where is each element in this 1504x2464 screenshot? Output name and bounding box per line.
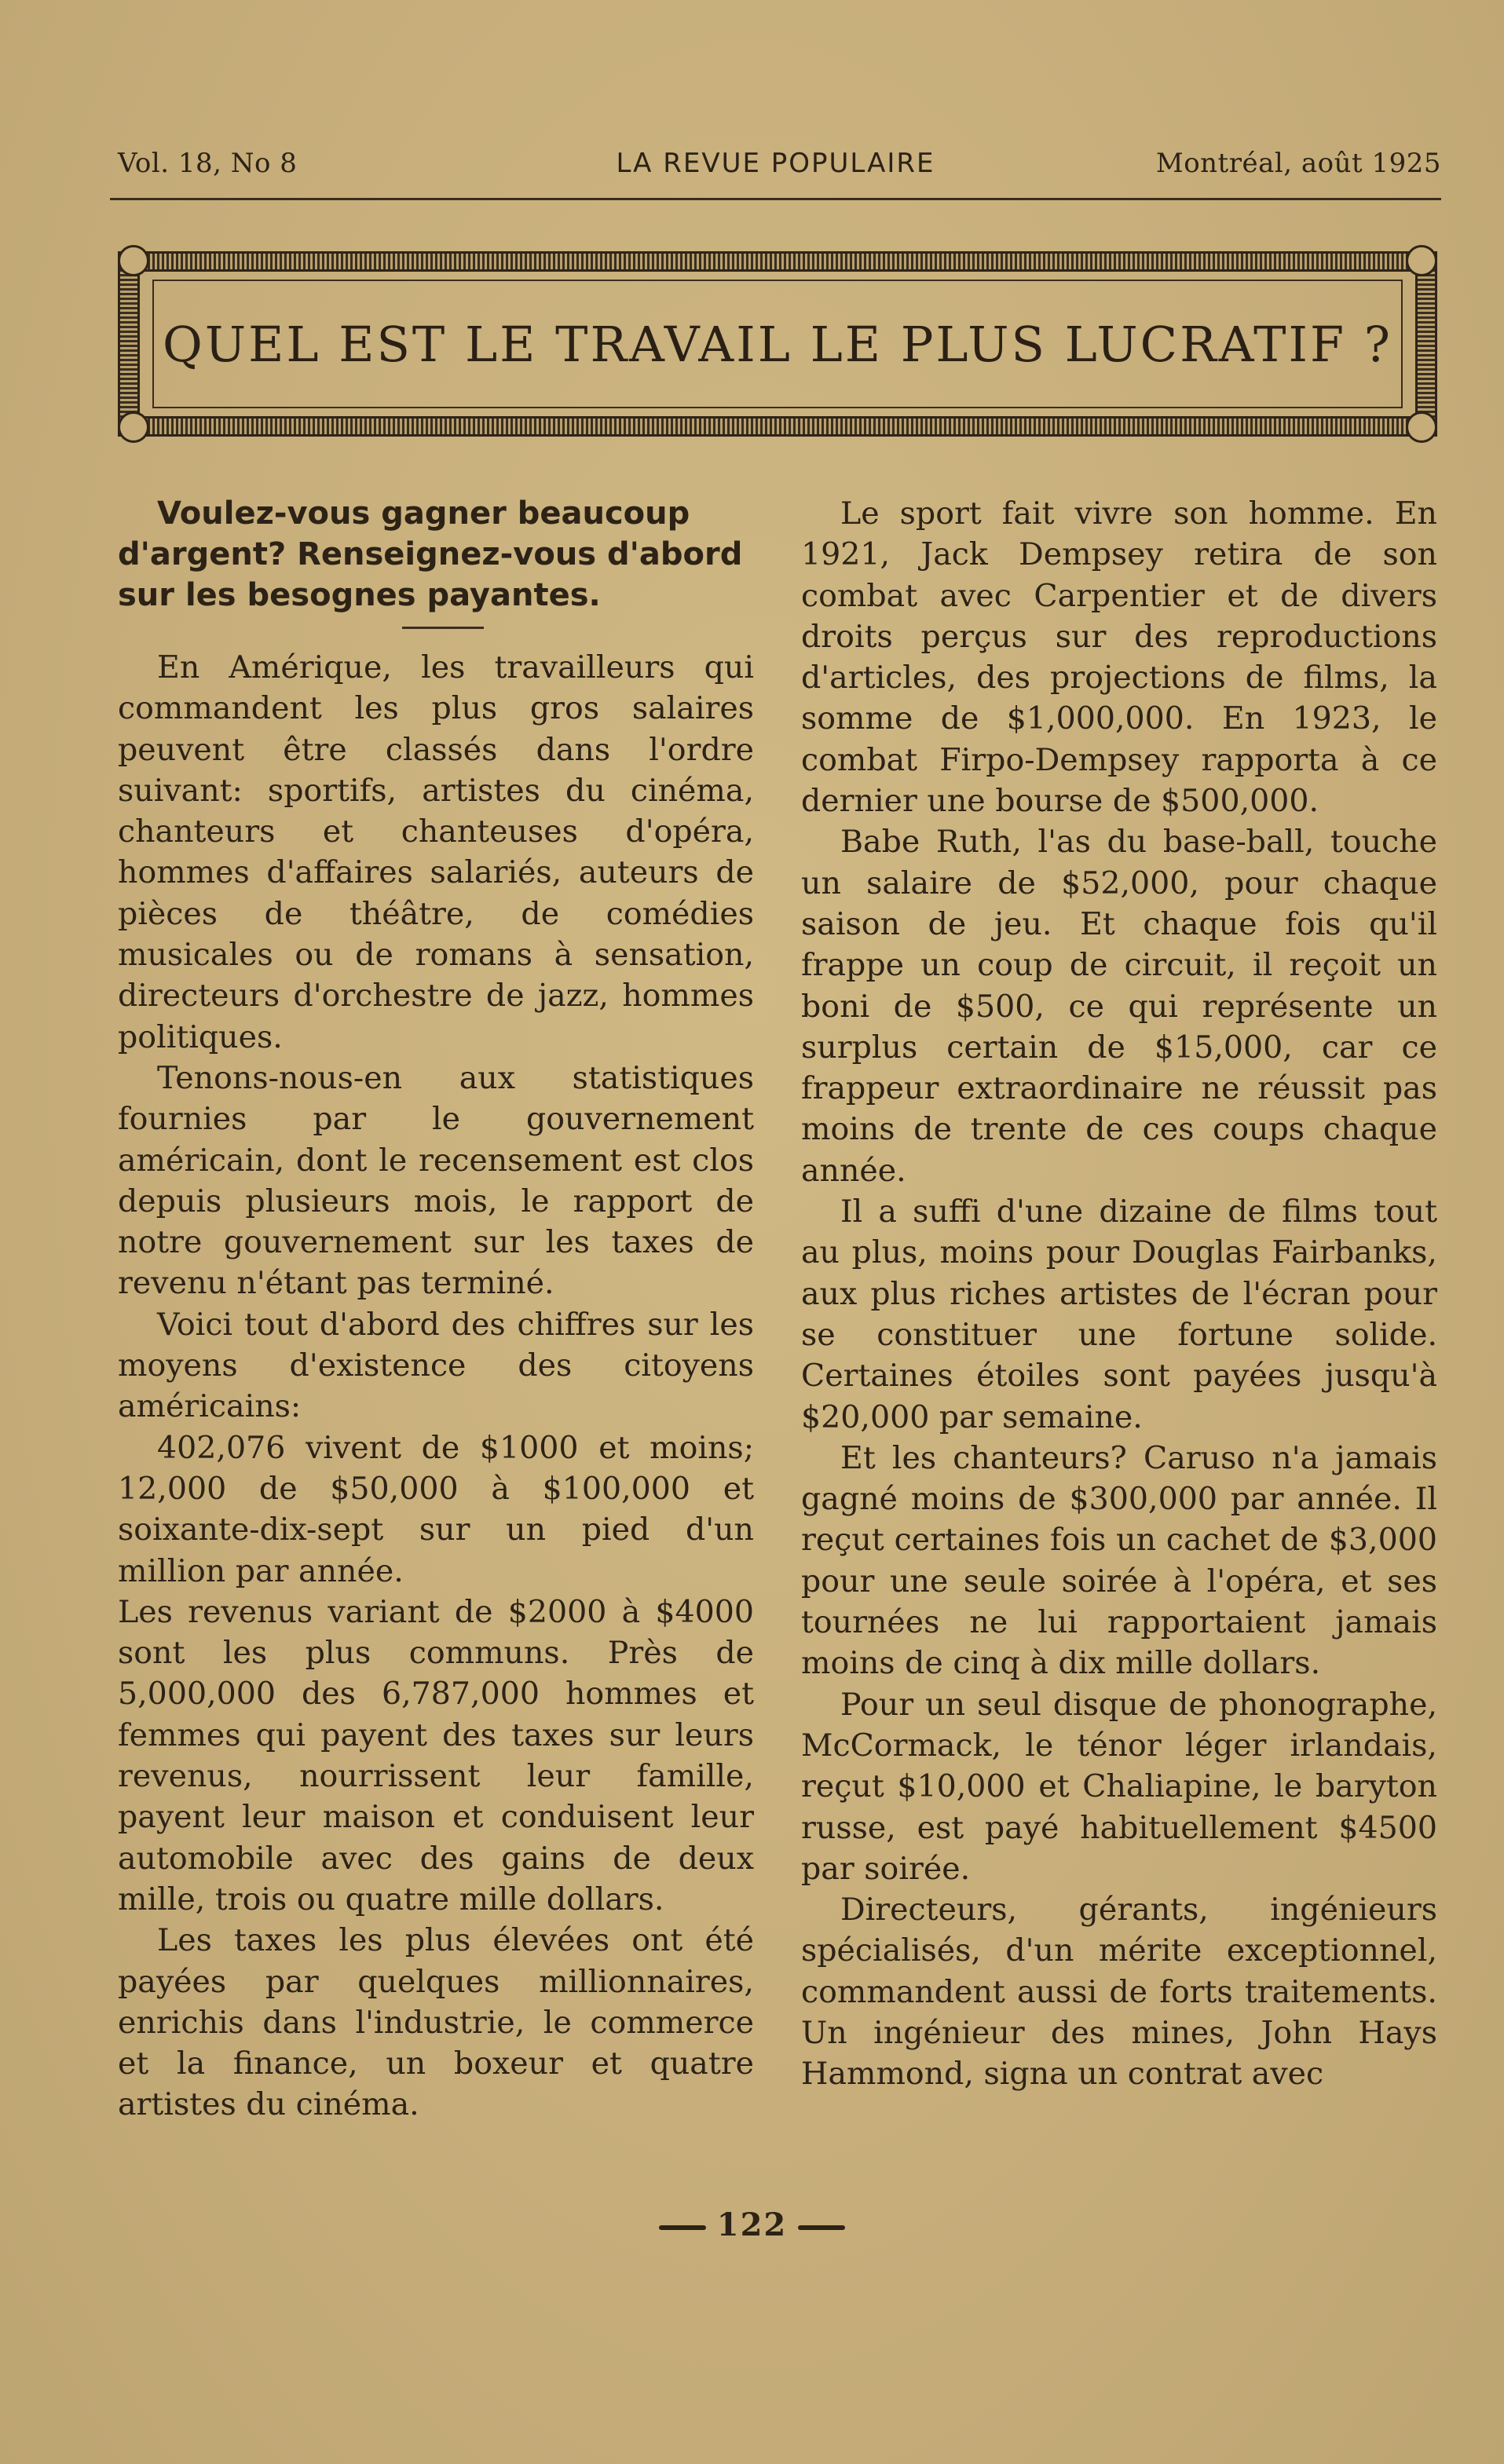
place-date: Montréal, août 1925 xyxy=(1155,148,1441,179)
article-lead: Voulez-vous gagner beaucoup d'argent? Renseignez-vous d'abord sur les besognes payantes. xyxy=(118,495,743,613)
paragraph: Voici tout d'abord des chiffres sur les moyens d'existence des citoyens américains: xyxy=(118,1306,754,1425)
paragraph: Tenons-nous-en aux statistiques fournies par le gouvernement américain, dont le recensement est clos depuis plusieurs mois, le rapport de notre gouvernement sur les taxes de revenu n'étant pas terminé. xyxy=(118,1059,754,1302)
paragraph: 402,076 vivent de $1000 et moins; 12,000 de $50,000 à $100,000 et soixante-dix-sept sur un pied d'un million par année. xyxy=(118,1429,754,1589)
right-column xyxy=(801,493,1437,2095)
banner-border-bottom xyxy=(134,416,1422,437)
banner-corner-ornament xyxy=(118,411,149,443)
paragraph: Et les chanteurs? Caruso n'a jamais gagné moins de $300,000 par année. Il reçut certaines fois un cachet de $3,000 pour une seule soirée à l'opéra, et ses tournées ne lui rapportaient jamais moins de cinq à dix mille dollars. xyxy=(801,1439,1437,1682)
paragraph: Les revenus variant de $2000 à $4000 sont les plus communs. Près de 5,000,000 des 6,787,000 hommes et femmes qui payent des taxes sur leurs revenus, nourrissent leur famille, payent leur maison et conduisent leur automobile avec des gains de deux mille, trois ou quatre mille dollars. xyxy=(118,1593,754,1917)
page-number: 122 xyxy=(716,2206,788,2243)
folio-dash-right xyxy=(798,2225,845,2230)
lead-separator xyxy=(118,616,754,647)
header-rule xyxy=(110,198,1441,200)
banner-border-top xyxy=(134,251,1422,272)
banner-border-right xyxy=(1415,251,1437,437)
banner-inner-frame xyxy=(152,280,1403,408)
article-title: QUEL EST LE TRAVAIL LE PLUS LUCRATIF ? xyxy=(162,315,1392,373)
banner-corner-ornament xyxy=(118,245,149,276)
paragraph: Il a suffi d'une dizaine de films tout au plus, moins pour Douglas Fairbanks, aux plus riches artistes de l'écran pour se constituer une fortune solide. Certaines étoiles sont payées jusqu'à $20,000 par semaine. xyxy=(801,1194,1437,1435)
running-header xyxy=(110,148,1441,182)
page-footer xyxy=(0,2206,1504,2243)
title-banner xyxy=(118,245,1437,443)
paragraph: En Amérique, les travailleurs qui commandent les plus gros salaires peuvent être classés dans l'ordre suivant: sportifs, artistes du cinéma, chanteurs et chanteuses d'opéra, hommes d'affaires salariés, auteurs de pièces de théâtre, de comédies musicales ou de romans à sensation, directeurs d'orchestre de jazz, hommes politiques. xyxy=(118,649,754,1055)
left-column xyxy=(118,493,754,2126)
banner-corner-ornament xyxy=(1406,411,1437,443)
publication-name: LA REVUE POPULAIRE xyxy=(616,148,935,179)
banner-corner-ornament xyxy=(1406,245,1437,276)
folio-dash-left xyxy=(659,2225,706,2230)
paragraph: Le sport fait vivre son homme. En 1921, Jack Dempsey retira de son combat avec Carpentier et de divers droits perçus sur des reproductions d'articles, des projections de films, la somme de $1,000,000. En 1923, le combat Firpo-Dempsey rapporta à ce dernier une bourse de $500,000. xyxy=(801,495,1437,820)
volume-number: Vol. 18, No 8 xyxy=(118,148,298,179)
paragraph: Babe Ruth, l'as du base-ball, touche un salaire de $52,000, pour chaque saison de jeu. Et chaque fois qu'il frappe un coup de circuit, il reçoit un boni de $500, ce qui représente un surplus certain de $15,000, car ce frappeur extraordinaire ne réussit pas moins de trente de ces coups chaque année. xyxy=(801,824,1437,1189)
banner-border-left xyxy=(118,251,140,437)
paragraph: Pour un seul disque de phonographe, McCormack, le ténor léger irlandais, reçut $10,000 et Chaliapine, le baryton russe, est payé habituellement $4500 par soirée. xyxy=(801,1686,1437,1887)
paragraph: Les taxes les plus élevées ont été payées par quelques millionnaires, enrichis dans l'industrie, le commerce et la finance, un boxeur et quatre artistes du cinéma. xyxy=(118,1922,754,2123)
paragraph: Directeurs, gérants, ingénieurs spécialisés, d'un mérite exceptionnel, commandent aussi de forts traitements. Un ingénieur des mines, John Hays Hammond, signa un contrat avec xyxy=(801,1892,1437,2093)
